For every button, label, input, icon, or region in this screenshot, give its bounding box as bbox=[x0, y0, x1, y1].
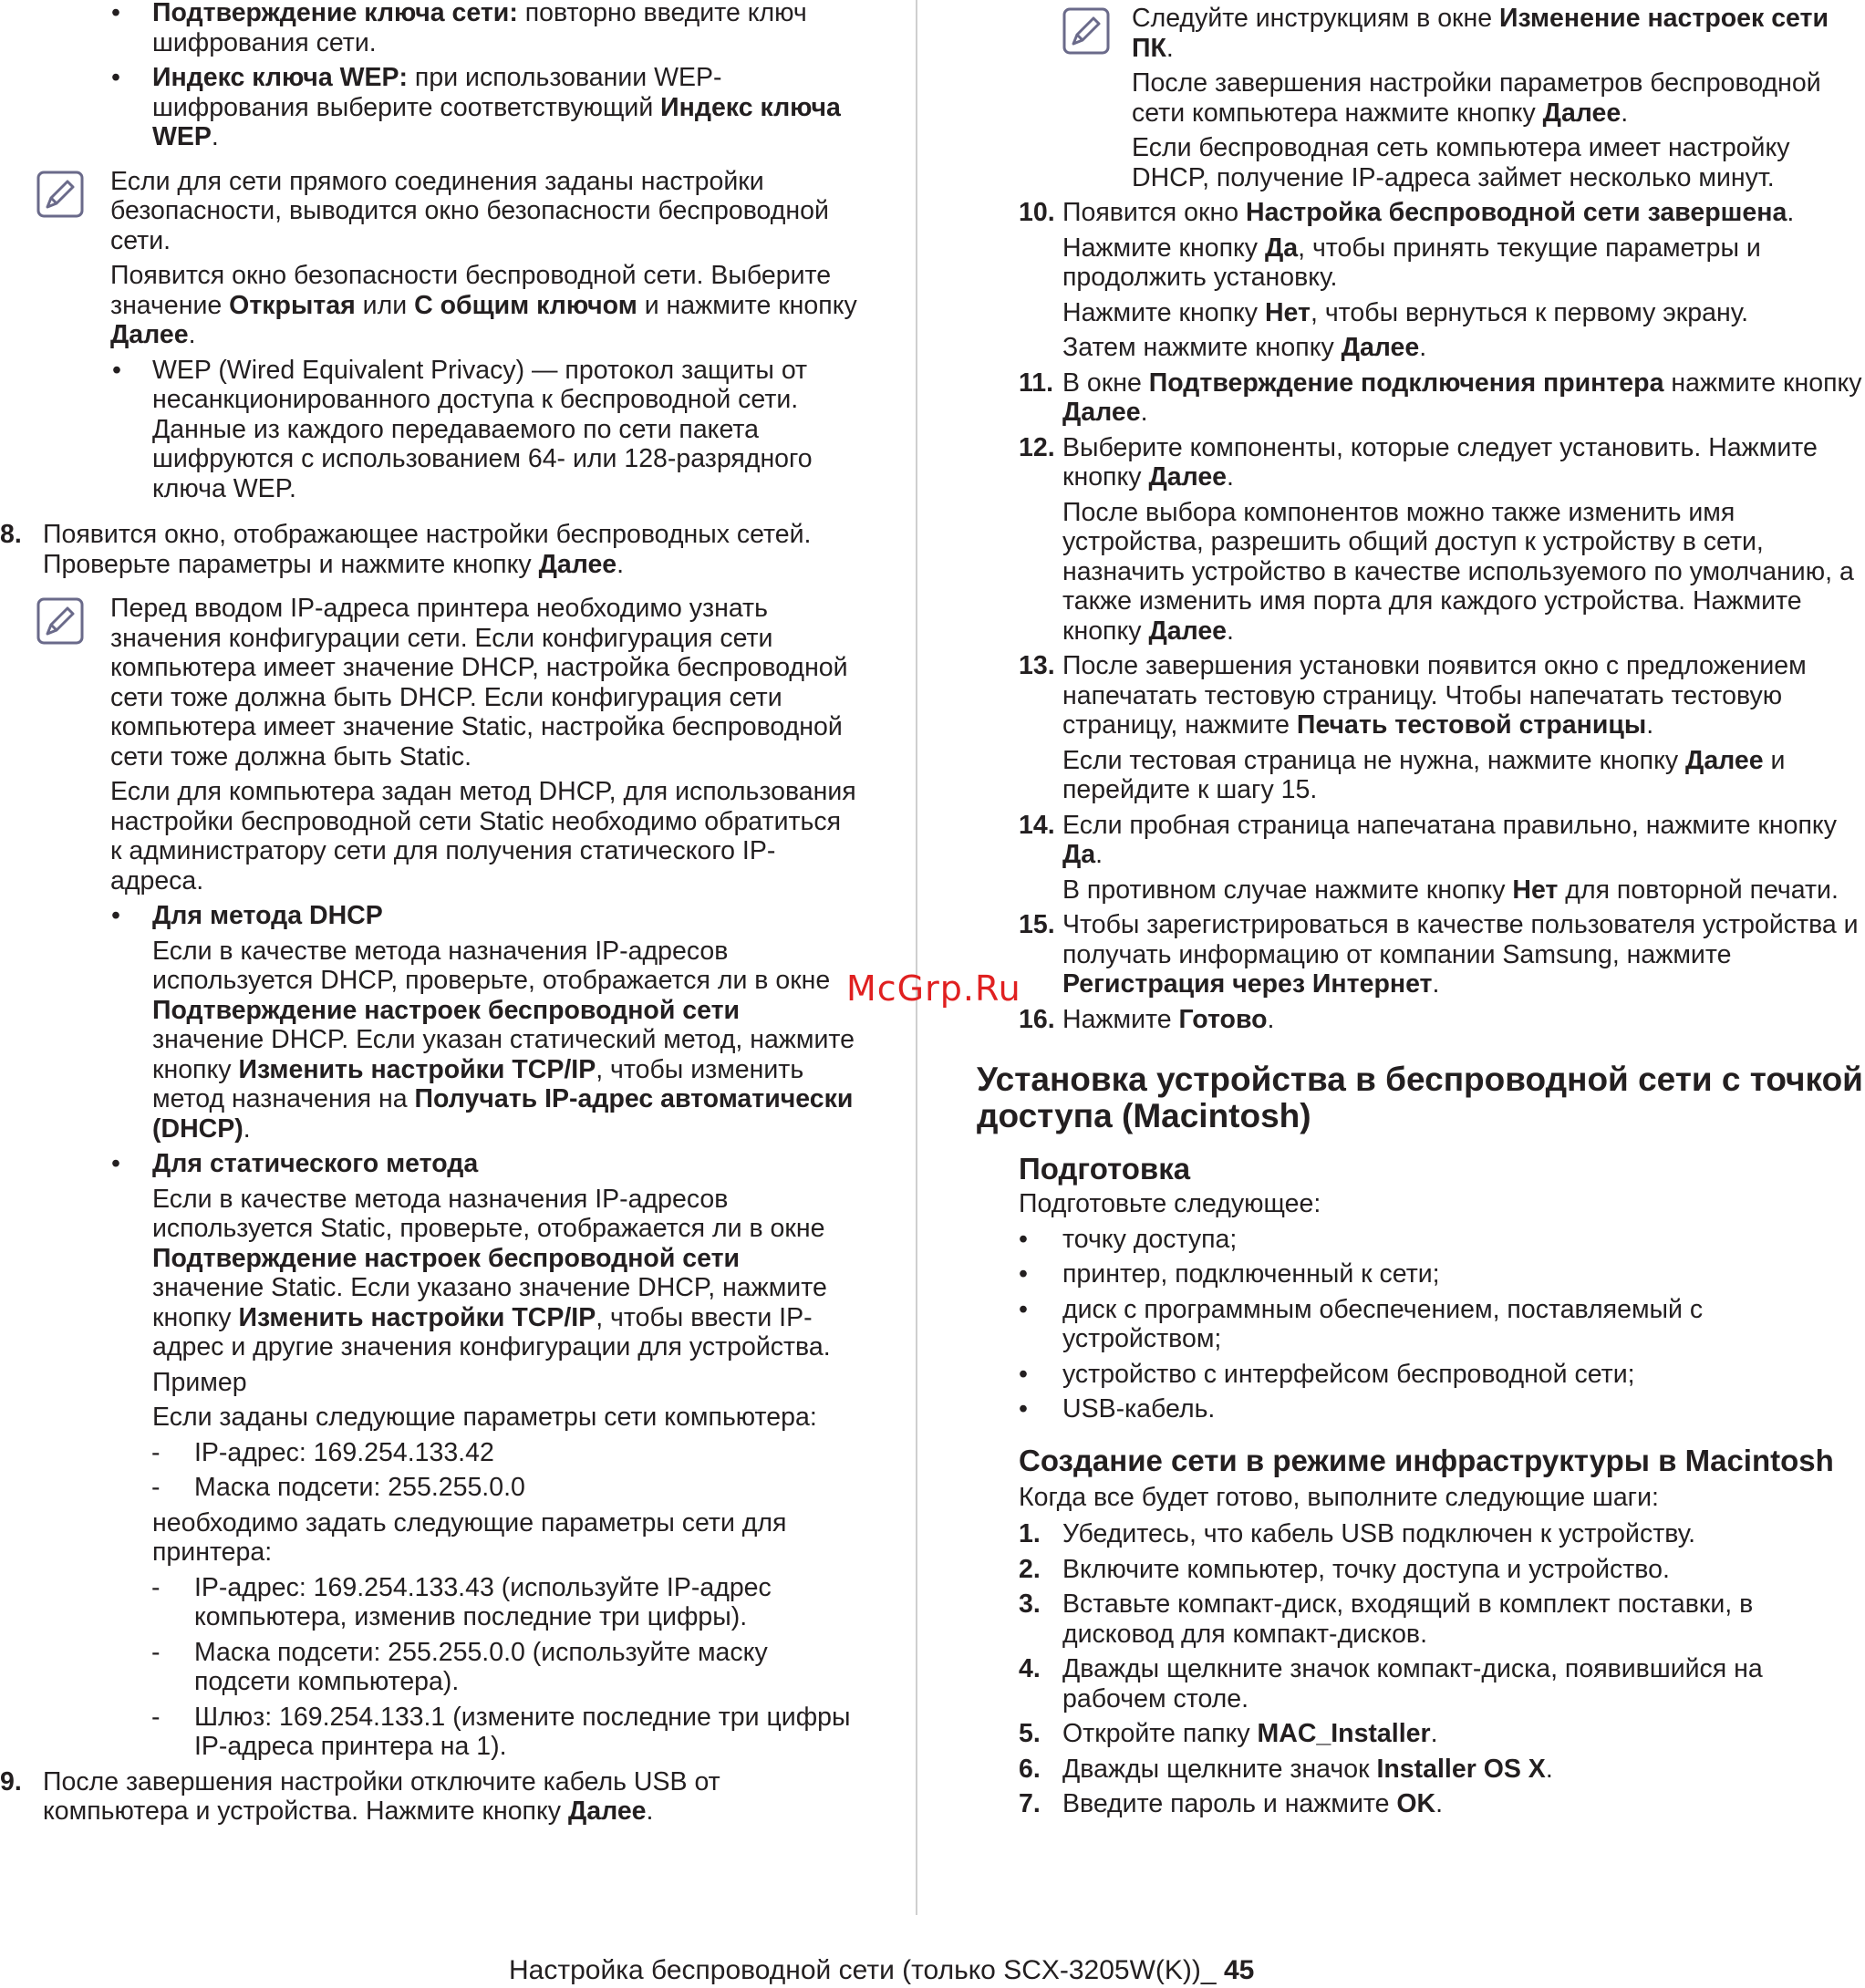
mac-step: 5. Откройте папку MAC_Installer. bbox=[1019, 1719, 1438, 1748]
note-paragraph: После завершения настройки параметров беспроводной сети компьютера нажмите кнопку Далее. bbox=[1132, 68, 1821, 128]
note-paragraph: Перед вводом IP-адреса принтера необходимо узнать значения конфигурации сети. Если конфигурация сети компьютера имеет значение DHCP, настройка беспроводной сети тоже должна быть DHCP. Если конфигурация сети компьютера имеет значение Static, настройка беспроводной сети тоже должна быть Static. bbox=[110, 594, 848, 771]
list-item: - Маска подсети: 255.255.0.0 (используйте маску подсети компьютера). bbox=[151, 1637, 768, 1696]
note-block bbox=[1019, 4, 1865, 192]
infra-intro: Когда все будет готово, выполните следующие шаги: bbox=[1019, 1482, 1659, 1512]
step-16: 16. Нажмите Готово. bbox=[1019, 1004, 1275, 1034]
section-title: Установка устройства в беспроводной сети с точкой доступа (Macintosh) bbox=[977, 1061, 1863, 1134]
list-item: - Шлюз: 169.254.133.1 (измените последние три цифры IP-адреса принтера на 1). bbox=[151, 1702, 851, 1761]
step-15: 15. Чтобы зарегистрироваться в качестве пользователя устройства и получать информацию от компании Samsung, нажмите Регистрация через Интернет. bbox=[1019, 910, 1859, 999]
note-pencil-icon bbox=[1062, 7, 1110, 55]
prep-intro: Подготовьте следующее: bbox=[1019, 1189, 1321, 1218]
list-item: • принтер, подключенный к сети; bbox=[1019, 1259, 1440, 1289]
step-12-sub: После выбора компонентов можно также изменить имя устройства, разрешить общий доступ к устройству в сети, назначить устройство в качестве используемого по умолчанию, а также изменить имя порта для каждого устройства. Нажмите кнопку Далее. bbox=[1062, 497, 1854, 646]
note-block bbox=[0, 167, 857, 504]
step-11: 11. В окне Подтверждение подключения принтера нажмите кнопку Далее. bbox=[1019, 368, 1862, 427]
mac-step: 6. Дважды щелкните значок Installer OS X. bbox=[1019, 1754, 1553, 1784]
list-item-static: • Для статического метода bbox=[111, 1149, 479, 1178]
footer-text: Настройка беспроводной сети (только SCX-3205W(K))_ bbox=[509, 1955, 1224, 1985]
example-label: Пример bbox=[152, 1367, 247, 1397]
note-paragraph: Следуйте инструкциям в окне Изменение настроек сети ПК. bbox=[1132, 4, 1829, 63]
note-pencil-icon bbox=[36, 597, 84, 645]
note-paragraph: Если для компьютера задан метод DHCP, для использования настройки беспроводной сети Static необходимо обратиться к администратору сети для получения статического IP-адреса. bbox=[110, 777, 856, 896]
step-8: 8. Появится окно, отображающее настройки беспроводных сетей. Проверьте параметры и нажмите кнопку Далее. bbox=[0, 520, 812, 579]
infra-title: Создание сети в режиме инфраструктуры в Macintosh bbox=[1019, 1443, 1834, 1477]
step-14-sub: В противном случае нажмите кнопку Нет для повторной печати. bbox=[1062, 875, 1839, 905]
note-paragraph: Если беспроводная сеть компьютера имеет настройку DHCP, получение IP-адреса займет несколько минут. bbox=[1132, 133, 1790, 192]
dhcp-text: Если в качестве метода назначения IP-адресов используется DHCP, проверьте, отображается ли в окне Подтверждение настроек беспроводной сети значение DHCP. Если указан статический метод, нажмите кнопку Изменить настройки TCP/IP, чтобы изменить метод назначения на Получать IP-адрес автоматически (DHCP). bbox=[152, 936, 855, 1144]
list-item: - IP-адрес: 169.254.133.42 bbox=[151, 1437, 494, 1467]
step-13: 13. После завершения установки появится окно с предложением напечатать тестовую страницу. Чтобы напечатать тестовую страницу, нажмите Печать тестовой страницы. bbox=[1019, 651, 1807, 740]
list-item-dhcp: • Для метода DHCP bbox=[111, 901, 383, 930]
watermark: McGrp.Ru bbox=[846, 968, 1021, 1009]
step-10-sub: Нажмите кнопку Да, чтобы принять текущие параметры и продолжить установку. bbox=[1062, 233, 1761, 292]
note-paragraph: Если для сети прямого соединения заданы настройки безопасности, выводится окно безопасности беспроводной сети. bbox=[110, 166, 829, 255]
step-13-sub: Если тестовая страница не нужна, нажмите кнопку Далее и перейдите к шагу 15. bbox=[1062, 745, 1786, 804]
step-10: 10. Появится окно Настройка беспроводной сети завершена. bbox=[1019, 198, 1795, 227]
page-number: 45 bbox=[1223, 1955, 1255, 1985]
mac-step: 2. Включите компьютер, точку доступа и устройство. bbox=[1019, 1554, 1670, 1584]
right-column bbox=[977, 4, 1865, 1825]
mac-step: 4. Дважды щелкните значок компакт-диска, появившийся на рабочем столе. bbox=[1019, 1654, 1763, 1714]
list-item: • WEP (Wired Equivalent Privacy) — протокол защиты от несанкционированного доступа к беспроводной сети. Данные из каждого передаваемого по сети пакета шифруются с использованием 64- или 128-разрядного ключа WEP. bbox=[112, 355, 813, 503]
left-column bbox=[0, 0, 857, 1832]
step-9: 9. После завершения настройки отключите кабель USB от компьютера и устройства. Нажмите кнопку Далее. bbox=[0, 1766, 720, 1826]
list-item: • Подтверждение ключа сети: повторно введите ключ шифрования сети. bbox=[111, 0, 807, 57]
mac-step: 3. Вставьте компакт-диск, входящий в комплект поставки, в дисковод для компакт-дисков. bbox=[1019, 1589, 1754, 1649]
list-item: • точку доступа; bbox=[1019, 1224, 1238, 1254]
need-text: необходимо задать следующие параметры сети для принтера: bbox=[152, 1507, 787, 1567]
given-text: Если заданы следующие параметры сети компьютера: bbox=[152, 1403, 817, 1432]
step-10-sub: Нажмите кнопку Нет, чтобы вернуться к первому экрану. bbox=[1062, 297, 1749, 327]
list-item: • Индекс ключа WEP: при использовании WEP-шифрования выберите соответствующий Индекс ключа WEP. bbox=[111, 63, 841, 151]
list-item: • диск с программным обеспечением, поставляемый с устройством; bbox=[1019, 1294, 1704, 1353]
step-14: 14. Если пробная страница напечатана правильно, нажмите кнопку Да. bbox=[1019, 810, 1837, 869]
prep-title: Подготовка bbox=[1019, 1152, 1191, 1186]
static-text: Если в качестве метода назначения IP-адресов используется Static, проверьте, отображается ли в окне Подтверждение настроек беспроводной сети значение Static. Если указано значение DHCP, нажмите кнопку Изменить настройки TCP/IP, чтобы ввести IP-адрес и другие значения конфигурации для устройства. bbox=[152, 1184, 831, 1362]
list-item: • устройство с интерфейсом беспроводной сети; bbox=[1019, 1359, 1635, 1389]
step-10-sub: Затем нажмите кнопку Далее. bbox=[1062, 333, 1427, 362]
list-item: - IP-адрес: 169.254.133.43 (используйте IP-адрес компьютера, изменив последние три цифры). bbox=[151, 1572, 772, 1631]
page-footer bbox=[509, 1955, 1254, 1986]
mac-step: 7. Введите пароль и нажмите OK. bbox=[1019, 1789, 1444, 1818]
note-block bbox=[0, 594, 857, 896]
column-divider bbox=[916, 0, 917, 1915]
list-item: • USB-кабель. bbox=[1019, 1394, 1216, 1424]
note-paragraph: Появится окно безопасности беспроводной сети. Выберите значение Открытая или С общим ключом и нажмите кнопку Далее. bbox=[110, 261, 857, 349]
note-pencil-icon bbox=[36, 171, 84, 218]
list-item: - Маска подсети: 255.255.0.0 bbox=[151, 1473, 525, 1502]
mac-step: 1. Убедитесь, что кабель USB подключен к устройству. bbox=[1019, 1519, 1696, 1548]
step-12: 12. Выберите компоненты, которые следует установить. Нажмите кнопку Далее. bbox=[1019, 432, 1818, 492]
